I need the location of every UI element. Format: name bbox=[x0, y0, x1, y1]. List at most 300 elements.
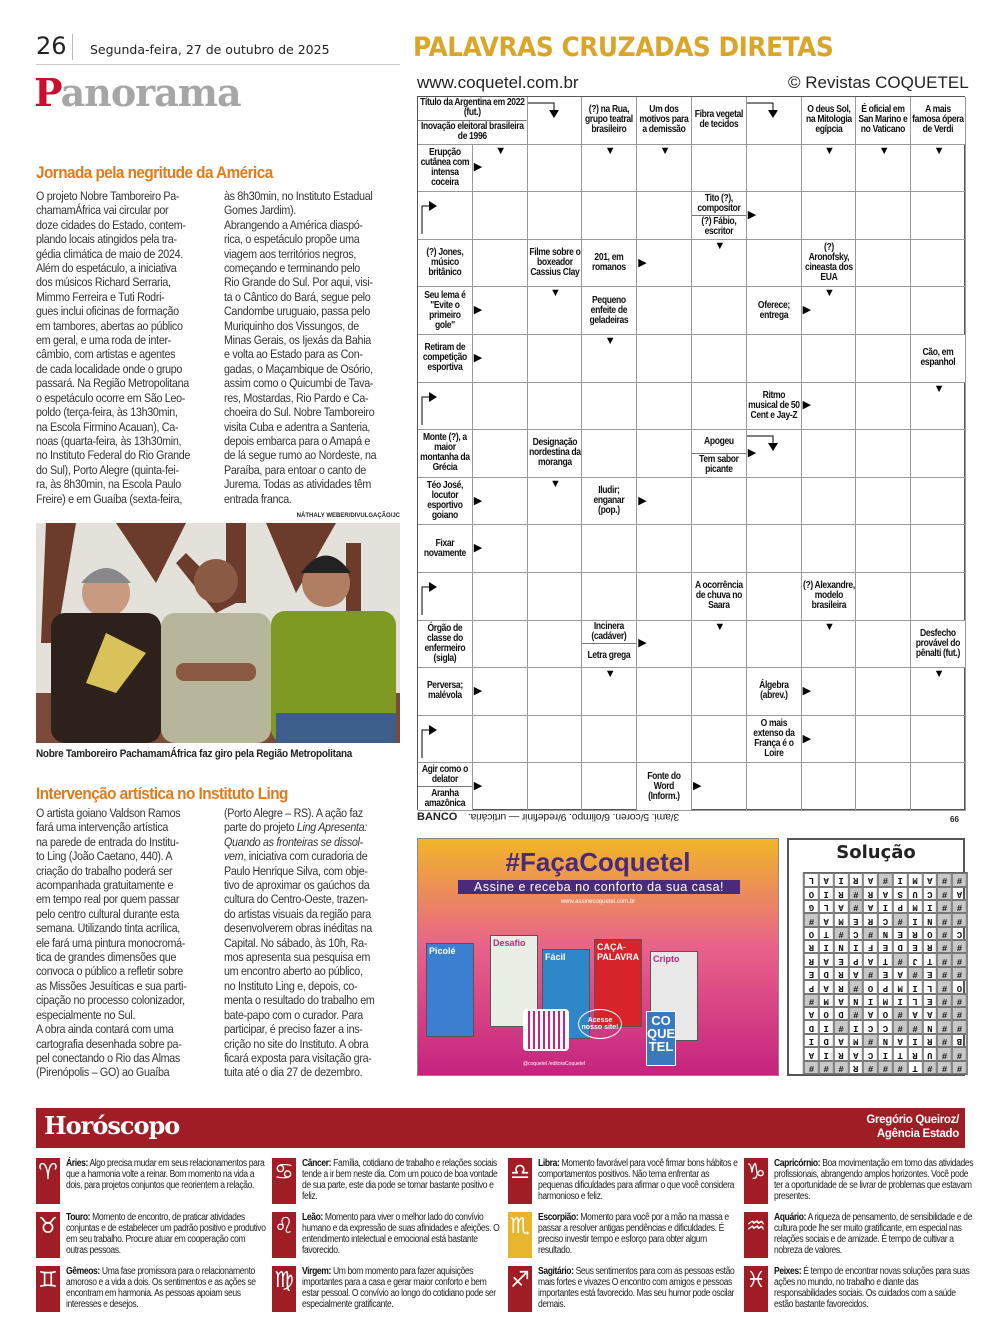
bent-arrow-down-icon bbox=[528, 101, 568, 124]
clue-cell bbox=[692, 97, 747, 145]
clue-text: O deus Sol, na Mitologia egípcia bbox=[805, 104, 852, 136]
clue-text: É oficial em San Marino e no Vaticano bbox=[858, 104, 908, 136]
arrow-right-icon: ▶ bbox=[802, 304, 812, 317]
horoscope-text bbox=[302, 1158, 504, 1206]
pisces-icon: ♓︎ bbox=[744, 1266, 768, 1312]
article-text bbox=[224, 806, 379, 1080]
article-body bbox=[36, 189, 400, 506]
letter-cell[interactable] bbox=[856, 621, 911, 669]
photo-credit: NÁTHALY WEBER/DIVULGAÇÃO/JC bbox=[296, 513, 400, 519]
arrow-down-icon: ▼ bbox=[933, 382, 945, 395]
clue-text: Cão, em espanhol bbox=[920, 347, 956, 369]
letter-cell[interactable] bbox=[856, 383, 911, 431]
coquetel-ad[interactable] bbox=[417, 838, 779, 1076]
letter-cell[interactable] bbox=[473, 192, 528, 240]
clue-cell bbox=[747, 383, 802, 431]
letter-cell[interactable] bbox=[528, 383, 583, 431]
bent-arrow-right-icon bbox=[420, 385, 440, 428]
clue-text: Apogeu bbox=[704, 435, 734, 447]
horoscope-paragraph bbox=[302, 1266, 504, 1310]
clue-text: Fixar novamente bbox=[423, 537, 466, 559]
arrow-down-icon: ▼ bbox=[550, 287, 561, 300]
sign-forecast: Momento para você por a mão na massa e passar a resolver antigas pendências e dificuldades. É preciso investir tempo e esforço para obter algum resultado. bbox=[538, 1212, 729, 1256]
sign-name: Virgem: bbox=[302, 1266, 331, 1277]
divider bbox=[72, 34, 73, 60]
solution-row: C#OREN#C#TO bbox=[799, 929, 963, 939]
clue-cell bbox=[528, 430, 583, 478]
letter-cell[interactable] bbox=[582, 525, 637, 573]
arrow-down-icon: ▼ bbox=[604, 144, 616, 157]
text: , iniciativa com curadoria de Paulo Henrique Silva, com obje- tivo de aproximar os gaúchos da cultura do Centro-Oeste, trazen- do artistas visuais da região para desenvolverem obras inéditas na Capital. No sábado, às 10h, Ra- mos apresenta sua pesquisa em um encontro aberto ao público, no Instituto Ling e, depois, co- menta o resultado do trabalho em bate-papo com o curador. Para participar, é preciso fazer a ins- crição no site do Instituto. A obra ficará exposta para visitação gra- tuita até o dia 27 de dezembro. bbox=[224, 849, 375, 1080]
clue-cell bbox=[418, 430, 473, 478]
section-title bbox=[34, 70, 241, 115]
crossword-url[interactable]: www.coquetel.com.br bbox=[417, 73, 579, 92]
solution-row: A#CUSAR#RIO bbox=[799, 888, 963, 899]
letter-cell[interactable] bbox=[856, 525, 911, 573]
clue-cell bbox=[692, 573, 747, 621]
qr-code-icon[interactable] bbox=[523, 1009, 569, 1051]
letter-cell[interactable] bbox=[692, 145, 747, 193]
letter-cell[interactable] bbox=[747, 763, 802, 811]
photo-caption: Nobre Tamboreiro PachamamÁfrica faz giro pela Região Metropolitana bbox=[36, 748, 353, 760]
letter-cell[interactable] bbox=[911, 192, 966, 240]
letter-cell[interactable] bbox=[473, 716, 528, 764]
arrow-right-icon: ▶ bbox=[473, 685, 483, 697]
arrow-right-icon: ▶ bbox=[473, 780, 483, 793]
horoscope-text bbox=[66, 1266, 268, 1314]
coquetel-logo bbox=[646, 1011, 676, 1066]
sign-name: Libra: bbox=[538, 1158, 560, 1169]
letter-cell[interactable] bbox=[856, 430, 911, 478]
word-bank: 3/ami. 5/coren. 6/olimpo. 9/redefinir — urticária. bbox=[468, 811, 680, 823]
letter-cell[interactable] bbox=[637, 573, 692, 621]
sign-forecast: Algo precisa mudar em seus relacionamentos para que a harmonia volte a reinar. Bom momento na vida a dois, para projetos conjuntos que reorientem a relação. bbox=[66, 1158, 265, 1191]
clue-text: Letra grega bbox=[582, 643, 636, 667]
clue-cell bbox=[418, 668, 473, 716]
sign-forecast: Momento favorável para você firmar bons hábitos e comportamentos positivos. Não tema enfrentar as pequenas dificuldades para afirmar o que você considera harmonioso e feliz. bbox=[538, 1158, 738, 1202]
page-number: 26 bbox=[36, 32, 67, 60]
letter-cell[interactable] bbox=[582, 430, 637, 478]
horoscope-paragraph bbox=[538, 1212, 740, 1256]
ad-url[interactable]: www.assinecoquetel.com.br bbox=[560, 899, 636, 905]
horoscope-text bbox=[538, 1266, 740, 1314]
sign-forecast: Seus sentimentos para com as pessoas estão mais fortes e vivazes O encontro com amigos e pessoas importantes está favorecido. Mas seu humor pode oscilar demais. bbox=[538, 1266, 735, 1310]
horoscope-text bbox=[538, 1158, 740, 1206]
letter-cell[interactable] bbox=[802, 478, 857, 526]
arrow-down-icon: ▼ bbox=[604, 668, 616, 681]
clue-text: Incinera (cadáver) bbox=[591, 620, 627, 642]
letter-cell[interactable] bbox=[692, 335, 747, 383]
clue-cell bbox=[747, 716, 802, 764]
clue-text: Pequeno enfeite de geladeiras bbox=[589, 294, 629, 326]
sign-forecast: É tempo de encontrar novas soluções para suas ações no mundo, no trabalho e diante das responsabilidades sociais. Os cuidados com a saúde estão bastante favorecidos. bbox=[774, 1266, 970, 1310]
clue-cell bbox=[582, 97, 637, 145]
sagittarius-icon: ♐︎ bbox=[508, 1266, 532, 1312]
clue-text: (?) Alexandre, modelo brasileira bbox=[802, 580, 855, 612]
magazine-cover[interactable]: Cripto bbox=[650, 951, 698, 1041]
clue-text: Órgão de classe do enfermeiro (sigla) bbox=[424, 622, 466, 664]
letter-cell[interactable] bbox=[856, 478, 911, 526]
bent-arrow-right-icon bbox=[420, 194, 440, 237]
horoscope-item bbox=[272, 1158, 504, 1206]
horoscope-paragraph bbox=[302, 1212, 504, 1256]
letter-cell[interactable] bbox=[747, 240, 802, 288]
letter-cell[interactable] bbox=[747, 478, 802, 526]
horoscope-item bbox=[508, 1158, 740, 1206]
clue-cell bbox=[418, 287, 473, 335]
clue-text: A ocorrência de chuva no Saara bbox=[694, 580, 743, 612]
horoscope-text bbox=[302, 1212, 504, 1260]
clue-cell bbox=[747, 668, 802, 716]
solution-box bbox=[787, 838, 965, 1076]
solution-grid bbox=[799, 872, 968, 1075]
letter-cell[interactable] bbox=[747, 145, 802, 193]
horoscope-paragraph bbox=[66, 1212, 268, 1256]
letter-cell[interactable] bbox=[528, 192, 583, 240]
horoscope-text bbox=[774, 1158, 976, 1206]
article-column bbox=[224, 806, 400, 1080]
solution-row: ##IMPIA#ALG bbox=[799, 902, 963, 913]
clue-text: Ritmo musical de 50 Cent e Jay-Z bbox=[747, 389, 800, 421]
section-rest: anorama bbox=[60, 70, 241, 115]
letter-cell[interactable] bbox=[692, 716, 747, 764]
solution-row: ##TJ#TAPEAR bbox=[799, 955, 963, 966]
solution-row: O#LIMPO#RAP bbox=[799, 982, 963, 993]
article-text: às 8h30min, no Instituto Estadual Gomes Jardim). Abrangendo a América diaspó- rica, o espetáculo propõe uma viagem aos territórios negros, começando e terminando pelo Rio Grande do Sul. Por aqui, visi- ta o Cântico do Bará, segue pelo Candombe uruguaio, passa pelo Muriquinho dos Vissungos, de Minas Gerais, os Ijexás da Bahia e volta ao Estado para as Con- gadas, o Maçambique de Osório, assim como o Quicumbi de Tava- res, Mostardas, Rio Pardo e Ca- choeira do Sul. Nobre Tamboreiro visita Cuba e adentra a Santeria, depois embarca para o Amapá e de lá segue rumo ao Nordeste, na Paraíba, para entoar o canto de Jurema. Todas as atividades têm entrada franca. bbox=[224, 189, 377, 506]
logo-line: QUE bbox=[647, 1026, 676, 1041]
magazine-cover[interactable]: Picolé bbox=[426, 943, 474, 1037]
arrow-down-icon: ▼ bbox=[824, 144, 835, 157]
clue-text: Monte (?), a maior montanha da Grécia bbox=[420, 432, 470, 474]
letter-cell[interactable] bbox=[528, 145, 583, 193]
horoscope-text bbox=[66, 1212, 268, 1260]
letter-cell[interactable] bbox=[802, 192, 857, 240]
letter-cell[interactable] bbox=[911, 478, 966, 526]
solution-row: ##N##CCI#ID bbox=[799, 1022, 963, 1033]
clue-cell bbox=[802, 573, 857, 621]
letter-cell[interactable] bbox=[856, 335, 911, 383]
solution-row: ##AMI#ARIAL bbox=[799, 875, 963, 886]
sign-name: Sagitário: bbox=[538, 1266, 574, 1277]
letter-cell[interactable] bbox=[856, 192, 911, 240]
article-column bbox=[36, 806, 212, 1080]
clue-text: Designação nordestina da moranga bbox=[528, 437, 581, 469]
magazine-cover[interactable]: Fácil bbox=[542, 949, 590, 1039]
horoscope-text bbox=[302, 1266, 504, 1314]
letter-cell[interactable] bbox=[637, 430, 692, 478]
arrow-down-icon: ▼ bbox=[714, 620, 726, 633]
letter-cell[interactable] bbox=[528, 621, 583, 669]
letter-cell[interactable] bbox=[911, 240, 966, 288]
clue-text: Retiram de competição esportiva bbox=[422, 342, 467, 374]
letter-cell[interactable] bbox=[856, 287, 911, 335]
cancer-icon: ♋︎ bbox=[272, 1158, 296, 1204]
sign-forecast: Momento de encontro, de praticar atividades conjuntas e de estabelecer um padrão positivo e produtivo em seu trabalho. Procure atuar em cooperação com outras pessoas. bbox=[66, 1212, 266, 1256]
horoscope-item bbox=[272, 1266, 504, 1314]
solution-row: ##E#AE#ARDE bbox=[799, 969, 963, 980]
letter-cell[interactable] bbox=[473, 240, 528, 288]
arrow-down-icon: ▼ bbox=[714, 239, 726, 252]
text: (Porto Alegre – RS). A ação faz parte do projeto bbox=[224, 806, 363, 835]
article-body bbox=[36, 806, 400, 1080]
letter-cell[interactable] bbox=[911, 525, 966, 573]
solution-row: B#RIAN#MADI bbox=[799, 1036, 963, 1047]
horoscope-item bbox=[744, 1158, 976, 1206]
puzzle-code: 66 bbox=[950, 815, 959, 824]
sign-name: Escorpião: bbox=[538, 1212, 579, 1223]
letter-cell[interactable] bbox=[692, 668, 747, 716]
arrow-down-icon: ▼ bbox=[824, 287, 835, 300]
solution-row: ###T###R### bbox=[799, 1063, 963, 1073]
article-photo bbox=[36, 523, 400, 743]
letter-cell[interactable] bbox=[747, 573, 802, 621]
letter-cell[interactable] bbox=[582, 573, 637, 621]
arrow-right-icon: ▶ bbox=[747, 209, 757, 221]
clue-cell bbox=[911, 621, 966, 669]
clue-cell bbox=[418, 145, 473, 193]
letter-cell[interactable] bbox=[856, 573, 911, 621]
horoscope-paragraph bbox=[774, 1212, 976, 1256]
leo-icon: ♌︎ bbox=[272, 1212, 296, 1258]
arrow-down-icon: ▼ bbox=[495, 144, 507, 157]
letter-cell[interactable] bbox=[528, 716, 583, 764]
arrow-right-icon: ▶ bbox=[473, 494, 483, 507]
article-headline: Jornada pela negritude da América bbox=[36, 163, 273, 182]
arrow-right-icon: ▶ bbox=[473, 542, 483, 555]
clue-text: (?) Aronofsky, cineasta dos EUA bbox=[804, 242, 853, 284]
article-column bbox=[36, 189, 212, 506]
arrow-right-icon: ▶ bbox=[802, 685, 812, 697]
solution-row: ##AA#OA#DOA bbox=[799, 1009, 963, 1020]
clue-cell bbox=[418, 478, 473, 526]
taurus-icon: ♉︎ bbox=[36, 1212, 60, 1258]
logo-line: CO bbox=[651, 1013, 671, 1028]
horoscope-header bbox=[36, 1108, 965, 1148]
clue-cell bbox=[911, 97, 966, 145]
letter-cell[interactable] bbox=[692, 383, 747, 431]
letter-cell[interactable] bbox=[692, 287, 747, 335]
sign-name: Câncer: bbox=[302, 1158, 332, 1169]
horoscope-paragraph bbox=[774, 1266, 976, 1310]
horoscope-text bbox=[538, 1212, 740, 1260]
letter-cell[interactable] bbox=[911, 430, 966, 478]
gemini-icon: ♊︎ bbox=[36, 1266, 60, 1312]
clue-cell bbox=[747, 287, 802, 335]
letter-cell[interactable] bbox=[637, 668, 692, 716]
magazine-cover[interactable]: Desafio bbox=[490, 935, 538, 1027]
letter-cell[interactable] bbox=[856, 668, 911, 716]
scorpio-icon: ♏︎ bbox=[508, 1212, 532, 1258]
clue-text: Um dos motivos para a demissão bbox=[639, 104, 689, 136]
horoscope-paragraph bbox=[538, 1266, 740, 1310]
arrow-right-icon: ▶ bbox=[473, 161, 483, 174]
letter-cell[interactable] bbox=[473, 621, 528, 669]
sign-forecast: Uma fase promissora para o relacionamento amoroso e a vida a dois. Os sentimentos e as ações se encontram em harmonia. As pessoas apoiam seus interesses e desejos. bbox=[66, 1266, 256, 1310]
letter-cell[interactable] bbox=[747, 525, 802, 573]
clue-text: Aranha amazônica bbox=[418, 786, 472, 810]
letter-cell[interactable] bbox=[582, 716, 637, 764]
sign-name: Leão: bbox=[302, 1212, 323, 1223]
clue-text: Inovação eleitoral brasileira de 1996 bbox=[418, 120, 527, 144]
letter-cell[interactable] bbox=[528, 525, 583, 573]
letter-cell[interactable] bbox=[637, 716, 692, 764]
libra-icon: ♎︎ bbox=[508, 1158, 532, 1204]
letter-cell[interactable] bbox=[856, 763, 911, 811]
clue-text: (?) na Rua, grupo teatral brasileiro bbox=[585, 104, 634, 136]
arrow-right-icon: ▶ bbox=[802, 399, 812, 412]
letter-cell[interactable] bbox=[692, 525, 747, 573]
arrow-right-icon: ▶ bbox=[473, 351, 483, 364]
sign-name: Gêmeos: bbox=[66, 1266, 100, 1277]
clue-text: Erupção cutânea com intensa coceira bbox=[420, 146, 470, 188]
horoscope-item bbox=[36, 1266, 268, 1314]
clue-cell bbox=[802, 240, 857, 288]
aries-icon: ♈︎ bbox=[36, 1158, 60, 1204]
sign-forecast: Boa movimentação em torno das atividades profissionais, abrangendo amplos horizontes. Você pode ter a oportunidade de se livrar de problemas que estavam presentes. bbox=[774, 1158, 974, 1202]
letter-cell[interactable] bbox=[692, 478, 747, 526]
clue-text: Iludir; enganar (pop.) bbox=[593, 485, 625, 517]
letter-cell[interactable] bbox=[637, 525, 692, 573]
bent-arrow-right-icon bbox=[420, 575, 440, 618]
clue-cell bbox=[637, 763, 692, 811]
letter-cell[interactable] bbox=[802, 763, 857, 811]
letter-cell[interactable] bbox=[528, 335, 583, 383]
letter-cell[interactable] bbox=[911, 573, 966, 621]
clue-cell bbox=[582, 287, 637, 335]
visit-site-badge[interactable]: Acesse nosso site! bbox=[578, 1009, 622, 1039]
letter-cell[interactable] bbox=[637, 287, 692, 335]
arrow-right-icon: ▶ bbox=[802, 732, 812, 745]
letter-cell[interactable] bbox=[911, 763, 966, 811]
clue-cell bbox=[418, 240, 473, 288]
clue-cell bbox=[582, 478, 637, 526]
arrow-right-icon: ▶ bbox=[747, 447, 757, 459]
letter-cell[interactable] bbox=[802, 335, 857, 383]
article-column bbox=[224, 189, 400, 506]
logo-line: TEL bbox=[648, 1039, 674, 1054]
sign-name: Peixes: bbox=[774, 1266, 802, 1277]
letter-cell[interactable] bbox=[637, 192, 692, 240]
letter-cell[interactable] bbox=[582, 763, 637, 811]
clue-cell bbox=[911, 335, 966, 383]
clue-cell bbox=[692, 430, 747, 478]
clue-text: Desfecho provável do pênalti (fut.) bbox=[915, 627, 961, 659]
virgo-icon: ♍︎ bbox=[272, 1266, 296, 1312]
horoscope-item bbox=[508, 1266, 740, 1314]
letter-cell[interactable] bbox=[747, 621, 802, 669]
clue-cell bbox=[582, 240, 637, 288]
sign-forecast: Momento para viver o melhor lado do convívio humano e da expressão de suas afinidades e afeições. O entendimento intelectual e emocional está bastante favorecido. bbox=[302, 1212, 500, 1256]
arrow-right-icon: ▶ bbox=[638, 637, 647, 650]
magazine-cover[interactable]: CAÇA-PALAVRA bbox=[594, 939, 642, 1027]
letter-cell[interactable] bbox=[911, 287, 966, 335]
article-text: O artista goiano Valdson Ramos fará uma intervenção artística na parede de entrada do Institu- to Ling (João Caetano, 440). A criação do trabalho poderá ser acompanhada gratuitamente e em tempo real por quem passar pelo centro cultural durante esta semana. Utilizando tinta acrílica, ele fará uma pintura monocromá- tica de grandes dimensões que convoca o público a refletir sobre as Missões Jesuíticas e sua parti- cipação no processo colonizador, especialmente no Sul. A obra ainda contará com uma cartografia desenhada sobre pa- pel conectando o Rio das Almas (Pirenópolis – GO) ao Guaíba bbox=[36, 806, 187, 1080]
letter-cell[interactable] bbox=[637, 335, 692, 383]
letter-cell[interactable] bbox=[856, 240, 911, 288]
letter-cell[interactable] bbox=[473, 430, 528, 478]
clue-text: 201, em romanos bbox=[592, 252, 627, 274]
solution-row: ##REDEFINIR bbox=[799, 942, 963, 953]
letter-cell[interactable] bbox=[856, 716, 911, 764]
letter-cell[interactable] bbox=[747, 335, 802, 383]
horoscope-item bbox=[272, 1212, 504, 1260]
horoscope-item bbox=[508, 1212, 740, 1260]
clue-text: Título da Argentina em 2022 (fut.) bbox=[420, 97, 525, 119]
bent-arrow-right-icon bbox=[420, 718, 440, 761]
letter-cell[interactable] bbox=[528, 668, 583, 716]
arrow-down-icon: ▼ bbox=[933, 668, 945, 681]
horoscope-text bbox=[66, 1158, 268, 1206]
horoscope-author: Gregório Queiroz/ Agência Estado bbox=[866, 1114, 959, 1140]
solution-row: ##URTICARIA bbox=[799, 1049, 963, 1060]
divider bbox=[36, 64, 400, 65]
word-bank-label: BANCO bbox=[417, 811, 458, 823]
solution-row: ##ELIMINAM# bbox=[799, 996, 963, 1006]
solution-title: Solução bbox=[836, 842, 916, 863]
sign-forecast: Família, cotidiano de trabalho e relações sociais tende a ir bem neste dia. Com um pouco de boa vontade de sua parte, este dia pode se tornar bastante positivo e feliz. bbox=[302, 1158, 498, 1202]
ad-subtitle: Assine e receba no conforto da sua casa! bbox=[458, 880, 740, 894]
clue-cell bbox=[418, 97, 528, 145]
clue-text: Álgebra (abrev.) bbox=[758, 680, 789, 702]
sign-forecast: Um bom momento para fazer aquisições importantes para a casa e gerar maior conforto e bem estar pessoal. O convívio ao longo do cotidiano pode ser especialmente gratificante. bbox=[302, 1266, 496, 1310]
arrow-down-icon: ▼ bbox=[824, 620, 835, 633]
horoscope-paragraph bbox=[66, 1266, 268, 1310]
horoscope-paragraph bbox=[66, 1158, 268, 1191]
clue-cell bbox=[418, 335, 473, 383]
ad-title: #FaçaCoquetel bbox=[505, 847, 691, 877]
article-text: O projeto Nobre Tamboreiro Pa- chamamÁfrica vai circular por doze cidades do Estado, contem- plando locais atingidos pela tra- gédia climática de maio de 2024. Além do espetáculo, a iniciativa dos músicos Richard Serraria, Mimmo Ferreira e Tuti Rodri- gues inclui oficinas de formação em tambores, abertas ao público em geral, e uma roda de inter- câmbio, com artistas e agentes de cada localidade onde o grupo passará. Na Região Metropolitana o espetáculo ocorre em São Leo- poldo (terça-feira, às 13h30min, na Escola Firmino Acauan), Ca- noas (quarta-feira, às 13h30min, no Instituto Federal do Rio Grande do Sul), Porto Alegre (quinta-fei- ra, às 8h30min, na Escola Paulo Freire) e em Guaíba (sexta-feira, bbox=[36, 189, 191, 506]
horoscope-item bbox=[744, 1266, 976, 1314]
clue-text: Oferece; entrega bbox=[757, 299, 790, 321]
horoscope-item bbox=[36, 1212, 268, 1260]
arrow-down-icon: ▼ bbox=[604, 335, 616, 347]
letter-cell[interactable] bbox=[528, 763, 583, 811]
letter-cell[interactable] bbox=[802, 430, 857, 478]
letter-cell[interactable] bbox=[637, 383, 692, 431]
clue-text: O mais extenso da França é o Loire bbox=[753, 718, 795, 760]
arrow-down-icon: ▼ bbox=[878, 144, 890, 157]
crossword-grid bbox=[417, 96, 965, 810]
letter-cell[interactable] bbox=[528, 573, 583, 621]
horoscope-text bbox=[774, 1212, 976, 1260]
clue-text: Perversa; malévola bbox=[426, 680, 463, 702]
clue-text: (?) Jones, músico britânico bbox=[426, 247, 464, 279]
horoscope-text bbox=[774, 1266, 976, 1314]
arrow-down-icon: ▼ bbox=[659, 144, 671, 157]
horoscope-paragraph bbox=[302, 1158, 504, 1202]
sign-name: Áries: bbox=[66, 1158, 88, 1169]
horoscope-title: Horóscopo bbox=[44, 1111, 180, 1140]
sign-name: Capricórnio: bbox=[774, 1158, 821, 1169]
letter-cell[interactable] bbox=[802, 525, 857, 573]
clue-text: (?) Fábio, escritor bbox=[692, 215, 746, 239]
letter-cell[interactable] bbox=[582, 192, 637, 240]
letter-cell[interactable] bbox=[473, 573, 528, 621]
bent-arrow-down-icon bbox=[747, 101, 787, 124]
letter-cell[interactable] bbox=[582, 383, 637, 431]
arrow-right-icon: ▶ bbox=[638, 256, 647, 269]
sign-forecast: A riqueza de pensamento, de sensibilidade e de cultura pode lhe ser muito gratificante, em especial nas relações sociais e de amizade. É tempo de cultivar a nobreza de valores. bbox=[774, 1212, 972, 1256]
sign-name: Touro: bbox=[66, 1212, 91, 1223]
clue-cell bbox=[692, 192, 747, 240]
project-name: Ling Apresenta: Quando as fronteiras se dissol- vem bbox=[224, 820, 367, 864]
clue-text: Fonte do Word (Inform.) bbox=[647, 770, 681, 802]
clue-cell bbox=[802, 97, 857, 145]
letter-cell[interactable] bbox=[911, 716, 966, 764]
crossword-title: PALAVRAS CRUZADAS DIRETAS bbox=[413, 32, 834, 63]
letter-cell[interactable] bbox=[473, 383, 528, 431]
solution-row: ##NI#CREMA# bbox=[799, 915, 963, 926]
